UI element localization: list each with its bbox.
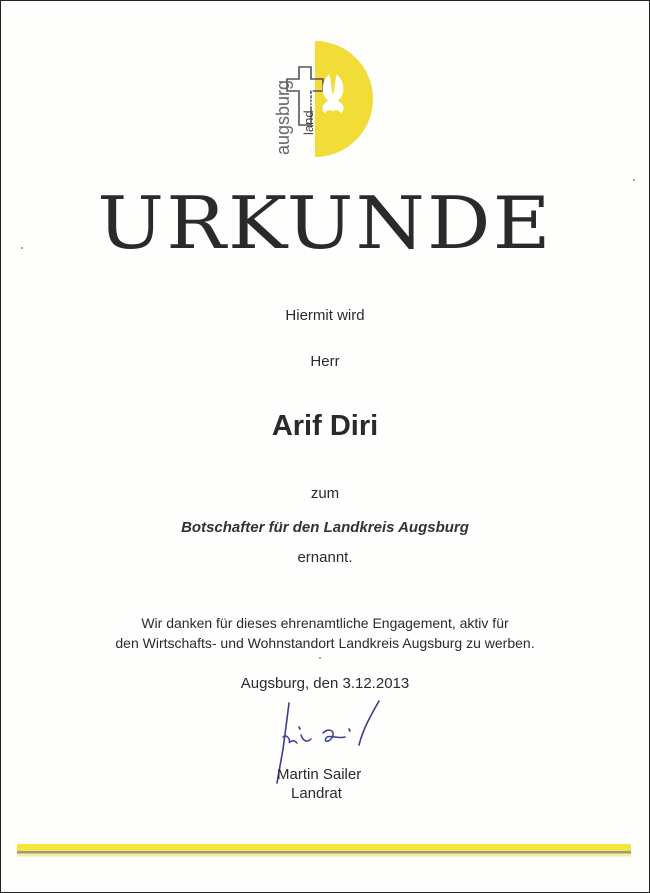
appointed-text: ernannt. xyxy=(297,549,353,566)
logo-text-kreis: kreis xyxy=(301,79,316,107)
place-date-text: Augsburg, den 3.12.2013 xyxy=(240,675,410,692)
scan-speck xyxy=(633,179,635,181)
landkreis-augsburg-logo xyxy=(269,39,375,161)
thanks-line-2: den Wirtschafts- und Wohnstandort Landkreis Augsburg zu werben. xyxy=(115,635,535,651)
intro-text: Hiermit wird xyxy=(285,307,365,324)
salutation-text: Herr xyxy=(310,353,340,370)
bottom-yellow-band xyxy=(17,844,631,858)
scan-speck xyxy=(319,657,321,659)
certificate-title: URKUNDE xyxy=(97,181,553,265)
to-text: zum xyxy=(310,485,340,502)
recipient-name: Arif Diri xyxy=(271,410,379,442)
thanks-line-1: Wir danken für dieses ehrenamtliche Engagement, aktiv für xyxy=(141,615,509,631)
yellow-half-circle xyxy=(315,41,373,157)
signer-title: Landrat xyxy=(291,785,342,802)
signer-name: Martin Sailer xyxy=(277,766,362,783)
signer-block xyxy=(277,765,361,803)
logo-text-augsburg: augsburg xyxy=(273,79,293,155)
role-text: Botschafter für den Landkreis Augsburg xyxy=(181,519,469,536)
scan-speck xyxy=(21,247,23,249)
logo-text-land: land xyxy=(301,110,316,135)
